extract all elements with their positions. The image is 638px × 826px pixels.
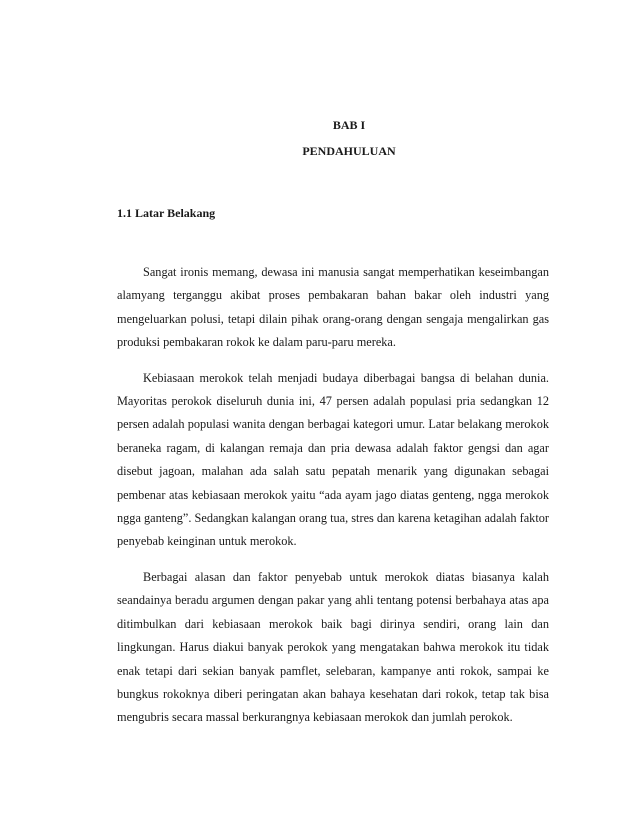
paragraph-2: Kebiasaan merokok telah menjadi budaya diberbagai bangsa di belahan dunia. Mayoritas perokok diseluruh dunia ini, 47 persen adalah populasi pria sedangkan 12 persen adalah populasi wanita dengan berbagai kategori umur. Latar belakang merokok beraneka ragam, di kalangan remaja dan pria dewasa adalah faktor gengsi dan agar disebut jagoan, malahan ada salah satu pepatah menarik yang digunakan sebagai pembenar atas kebiasaan merokok yaitu “ada ayam jago diatas genteng, ngga merokok ngga ganteng”. Sedangkan kalangan orang tua, stres dan karena ketagihan adalah faktor penyebab keinginan untuk merokok. <box>117 370 549 549</box>
chapter-title: PENDAHULUAN <box>302 144 396 158</box>
section-title: 1.1 Latar Belakang <box>117 206 216 220</box>
paragraph-1: Sangat ironis memang, dewasa ini manusia sangat memperhatikan keseimbangan alamyang terganggu akibat proses pembakaran bahan bakar oleh industri yang mengeluarkan polusi, tetapi dilain pihak orang-orang dengan sengaja mengalirkan gas produksi pembakaran rokok ke dalam paru-paru mereka. <box>117 265 549 350</box>
paragraph-3: Berbagai alasan dan faktor penyebab untuk merokok diatas biasanya kalah seandainya beradu argumen dengan pakar yang ahli tentang potensi berbahaya atas apa ditimbulkan dari kebiasaan merokok baik bagi dirinya sendiri, orang lain dan lingkungan. Harus diakui banyak perokok yang mengatakan bahwa merokok itu tidak enak tetapi dari sekian banyak pamflet, selebaran, kampanye anti rokok, sampai ke bungkus rokoknya diberi peringatan akan bahaya kesehatan dari rokok, tetap tak bisa mengubris secara massal berkurangnya kebiasaan merokok dan jumlah perokok. <box>117 569 549 725</box>
chapter-number: BAB I <box>332 118 366 132</box>
body-text <box>117 261 549 742</box>
